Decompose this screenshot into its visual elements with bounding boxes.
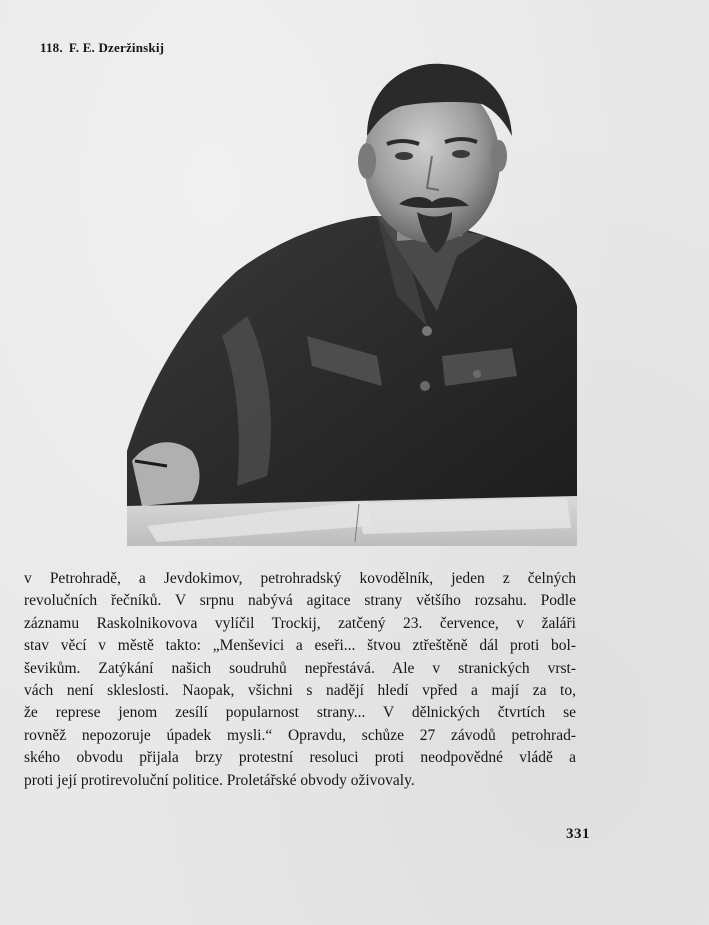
body-line: stav věcí v městě takto: „Menševici a eseři... štvou ztřeštěně dál proti bol- (24, 637, 576, 655)
body-line: že represe jenom zesílí popularnost strany... V dělnických čtvrtích se (24, 704, 576, 722)
body-line: vách není skleslosti. Naopak, všichni s nadějí hledí vpřed a mají za to, (24, 681, 576, 699)
body-line: ševikům. Zatýkání našich soudruhů nepřestává. Ale v stranických vrst- (24, 659, 576, 677)
running-head (40, 40, 164, 56)
body-line: záznamu Raskolnikovova vylíčil Trockij, zatčený 23. července, v žaláři (24, 614, 576, 632)
body-line: proti její protirevoluční politice. Proletářské obvody oživovaly. (24, 771, 415, 789)
body-line: rovněž nepozoruje úpadek mysli.“ Opravdu, schůze 27 závodů petrohrad- (24, 726, 576, 744)
running-head-page-ref: 118. (40, 40, 63, 55)
body-line: revolučních řečníků. V srpnu nabývá agitace strany většího rozsahu. Podle (24, 592, 576, 610)
body-line: v Petrohradě, a Jevdokimov, petrohradský kovodělník, jeden z čelných (24, 570, 576, 587)
portrait-photo (127, 56, 577, 546)
body-text (24, 568, 576, 792)
page-number: 331 (566, 826, 590, 842)
running-head-author: F. E. Dzeržinskij (68, 40, 165, 55)
body-line: ského obvodu přijala brzy protestní resoluci proti neodpovědné vládě a (24, 749, 576, 767)
